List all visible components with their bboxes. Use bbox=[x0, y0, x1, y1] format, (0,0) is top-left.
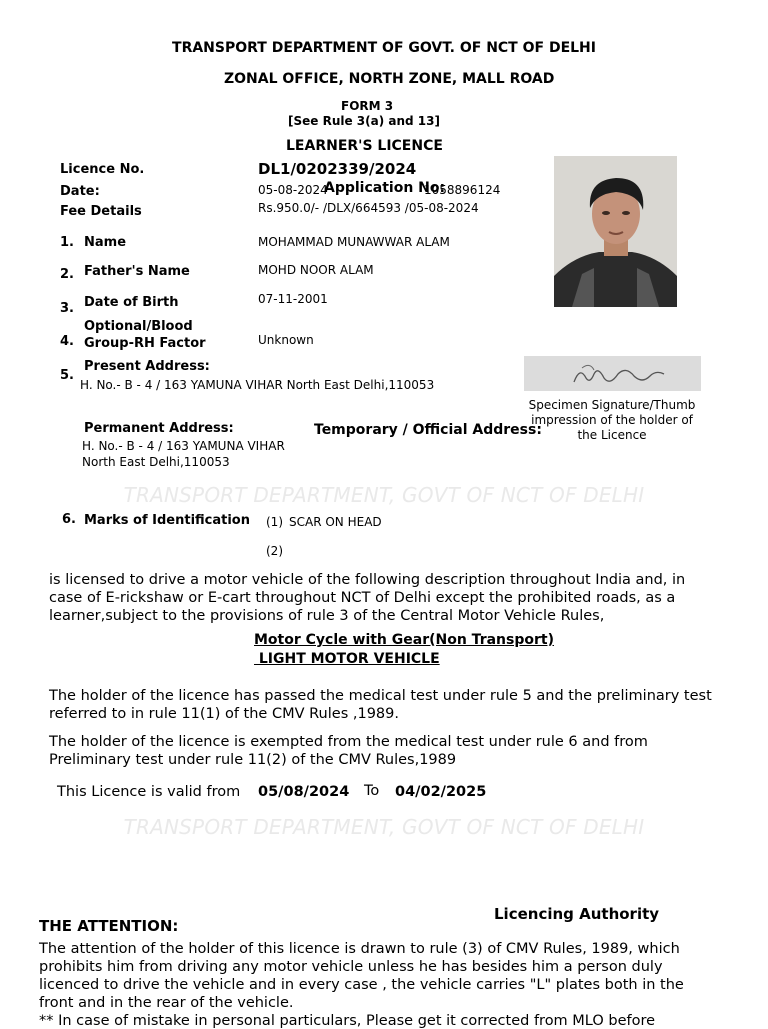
valid-from-date: 05/08/2024 bbox=[258, 784, 350, 800]
correction-note: ** In case of mistake in personal particulars, Please get it corrected from MLO before bbox=[39, 1013, 656, 1029]
blood-group-label-line1: Optional/Blood bbox=[84, 319, 193, 334]
header-department: TRANSPORT DEPARTMENT OF GOVT. OF NCT OF DELHI bbox=[172, 40, 596, 56]
field-number-1: 1. bbox=[60, 235, 74, 250]
form-number: FORM 3 bbox=[341, 99, 394, 113]
date-label: Date: bbox=[60, 184, 100, 199]
marks-label: Marks of Identification bbox=[84, 513, 250, 528]
specimen-signature bbox=[524, 356, 701, 391]
medical-test-exempted: The holder of the licence is exempted from the medical test under rule 6 and from Preliminary test under rule 11(2) of the CMV Rules,1989 bbox=[49, 734, 648, 768]
mark-1-number: (1) bbox=[266, 515, 283, 529]
licencing-authority: Licencing Authority bbox=[494, 905, 660, 923]
header-zonal-office: ZONAL OFFICE, NORTH ZONE, MALL ROAD bbox=[224, 71, 555, 87]
signature-icon bbox=[524, 356, 701, 391]
present-address-label: Present Address: bbox=[84, 359, 210, 374]
medical-test-passed: The holder of the licence has passed the medical test under rule 5 and the preliminary test referred to in rule 11(1) of the CMV Rules ,1989. bbox=[49, 688, 712, 722]
dob-label: Date of Birth bbox=[84, 295, 179, 310]
attention-title: THE ATTENTION: bbox=[39, 917, 179, 935]
person-photo-icon bbox=[554, 156, 677, 307]
name-value: MOHAMMAD MUNAWWAR ALAM bbox=[258, 235, 450, 249]
fee-label: Fee Details bbox=[60, 204, 142, 219]
blood-group-value: Unknown bbox=[258, 333, 314, 347]
field-number-4: 4. bbox=[60, 334, 74, 349]
field-number-6: 6. bbox=[62, 512, 76, 527]
valid-to-date: 04/02/2025 bbox=[395, 784, 487, 800]
licence-no-label: Licence No. bbox=[60, 162, 145, 177]
application-no-label: Application No: bbox=[324, 180, 446, 196]
name-label: Name bbox=[84, 235, 127, 250]
father-name-value: MOHD NOOR ALAM bbox=[258, 263, 374, 277]
present-address-value: H. No.- B - 4 / 163 YAMUNA VIHAR North East Delhi,110053 bbox=[80, 378, 435, 392]
application-no-value: 1058896124 bbox=[424, 183, 501, 197]
document-title: LEARNER'S LICENCE bbox=[286, 138, 443, 154]
validity-prefix: This Licence is valid from bbox=[57, 784, 241, 800]
form-rule: [See Rule 3(a) and 13] bbox=[288, 114, 440, 128]
watermark-top: TRANSPORT DEPARTMENT, GOVT OF NCT OF DELHI bbox=[123, 483, 645, 507]
temporary-address-label: Temporary / Official Address: bbox=[314, 422, 542, 438]
date-value: 05-08-2024 bbox=[258, 183, 328, 197]
father-name-label: Father's Name bbox=[84, 264, 190, 279]
permanent-address-line2: North East Delhi,110053 bbox=[82, 455, 230, 469]
field-number-5: 5. bbox=[60, 368, 74, 383]
vehicle-class-2: LIGHT MOTOR VEHICLE bbox=[254, 651, 440, 667]
fee-value: Rs.950.0/- /DLX/664593 /05-08-2024 bbox=[258, 201, 479, 215]
blood-group-label-line2: Group-RH Factor bbox=[84, 336, 206, 351]
validity-to-word: To bbox=[364, 783, 380, 799]
licensed-statement: is licensed to drive a motor vehicle of the following description throughout India and, in case of E-rickshaw or E-cart throughout NCT of Delhi except the prohibited roads, as a learner,subject to the provisions of rule 3 of the Central Motor Vehicle Rules, bbox=[49, 572, 686, 624]
mark-2-number: (2) bbox=[266, 544, 283, 558]
permanent-address-line1: H. No.- B - 4 / 163 YAMUNA VIHAR bbox=[82, 439, 285, 453]
mark-1-value: SCAR ON HEAD bbox=[289, 515, 382, 529]
watermark-bottom: TRANSPORT DEPARTMENT, GOVT OF NCT OF DELHI bbox=[123, 815, 645, 839]
vehicle-class-1: Motor Cycle with Gear(Non Transport) bbox=[254, 632, 554, 648]
field-number-3: 3. bbox=[60, 301, 74, 316]
field-number-2: 2. bbox=[60, 267, 74, 282]
attention-text: The attention of the holder of this licence is drawn to rule (3) of CMV Rules, 1989, which prohibits him from driving any motor vehicle unless he has besides him a person duly licenced to drive the vehicle and in every case , the vehicle carries "L" plates both in the front and in the rear of the vehicle. bbox=[39, 941, 684, 1011]
signature-caption: Specimen Signature/Thumb impression of the holder of the Licence bbox=[528, 398, 696, 442]
dob-value: 07-11-2001 bbox=[258, 292, 328, 306]
holder-photo bbox=[554, 156, 677, 307]
licence-no-value: DL1/0202339/2024 bbox=[258, 160, 417, 178]
permanent-address-label: Permanent Address: bbox=[84, 421, 234, 436]
